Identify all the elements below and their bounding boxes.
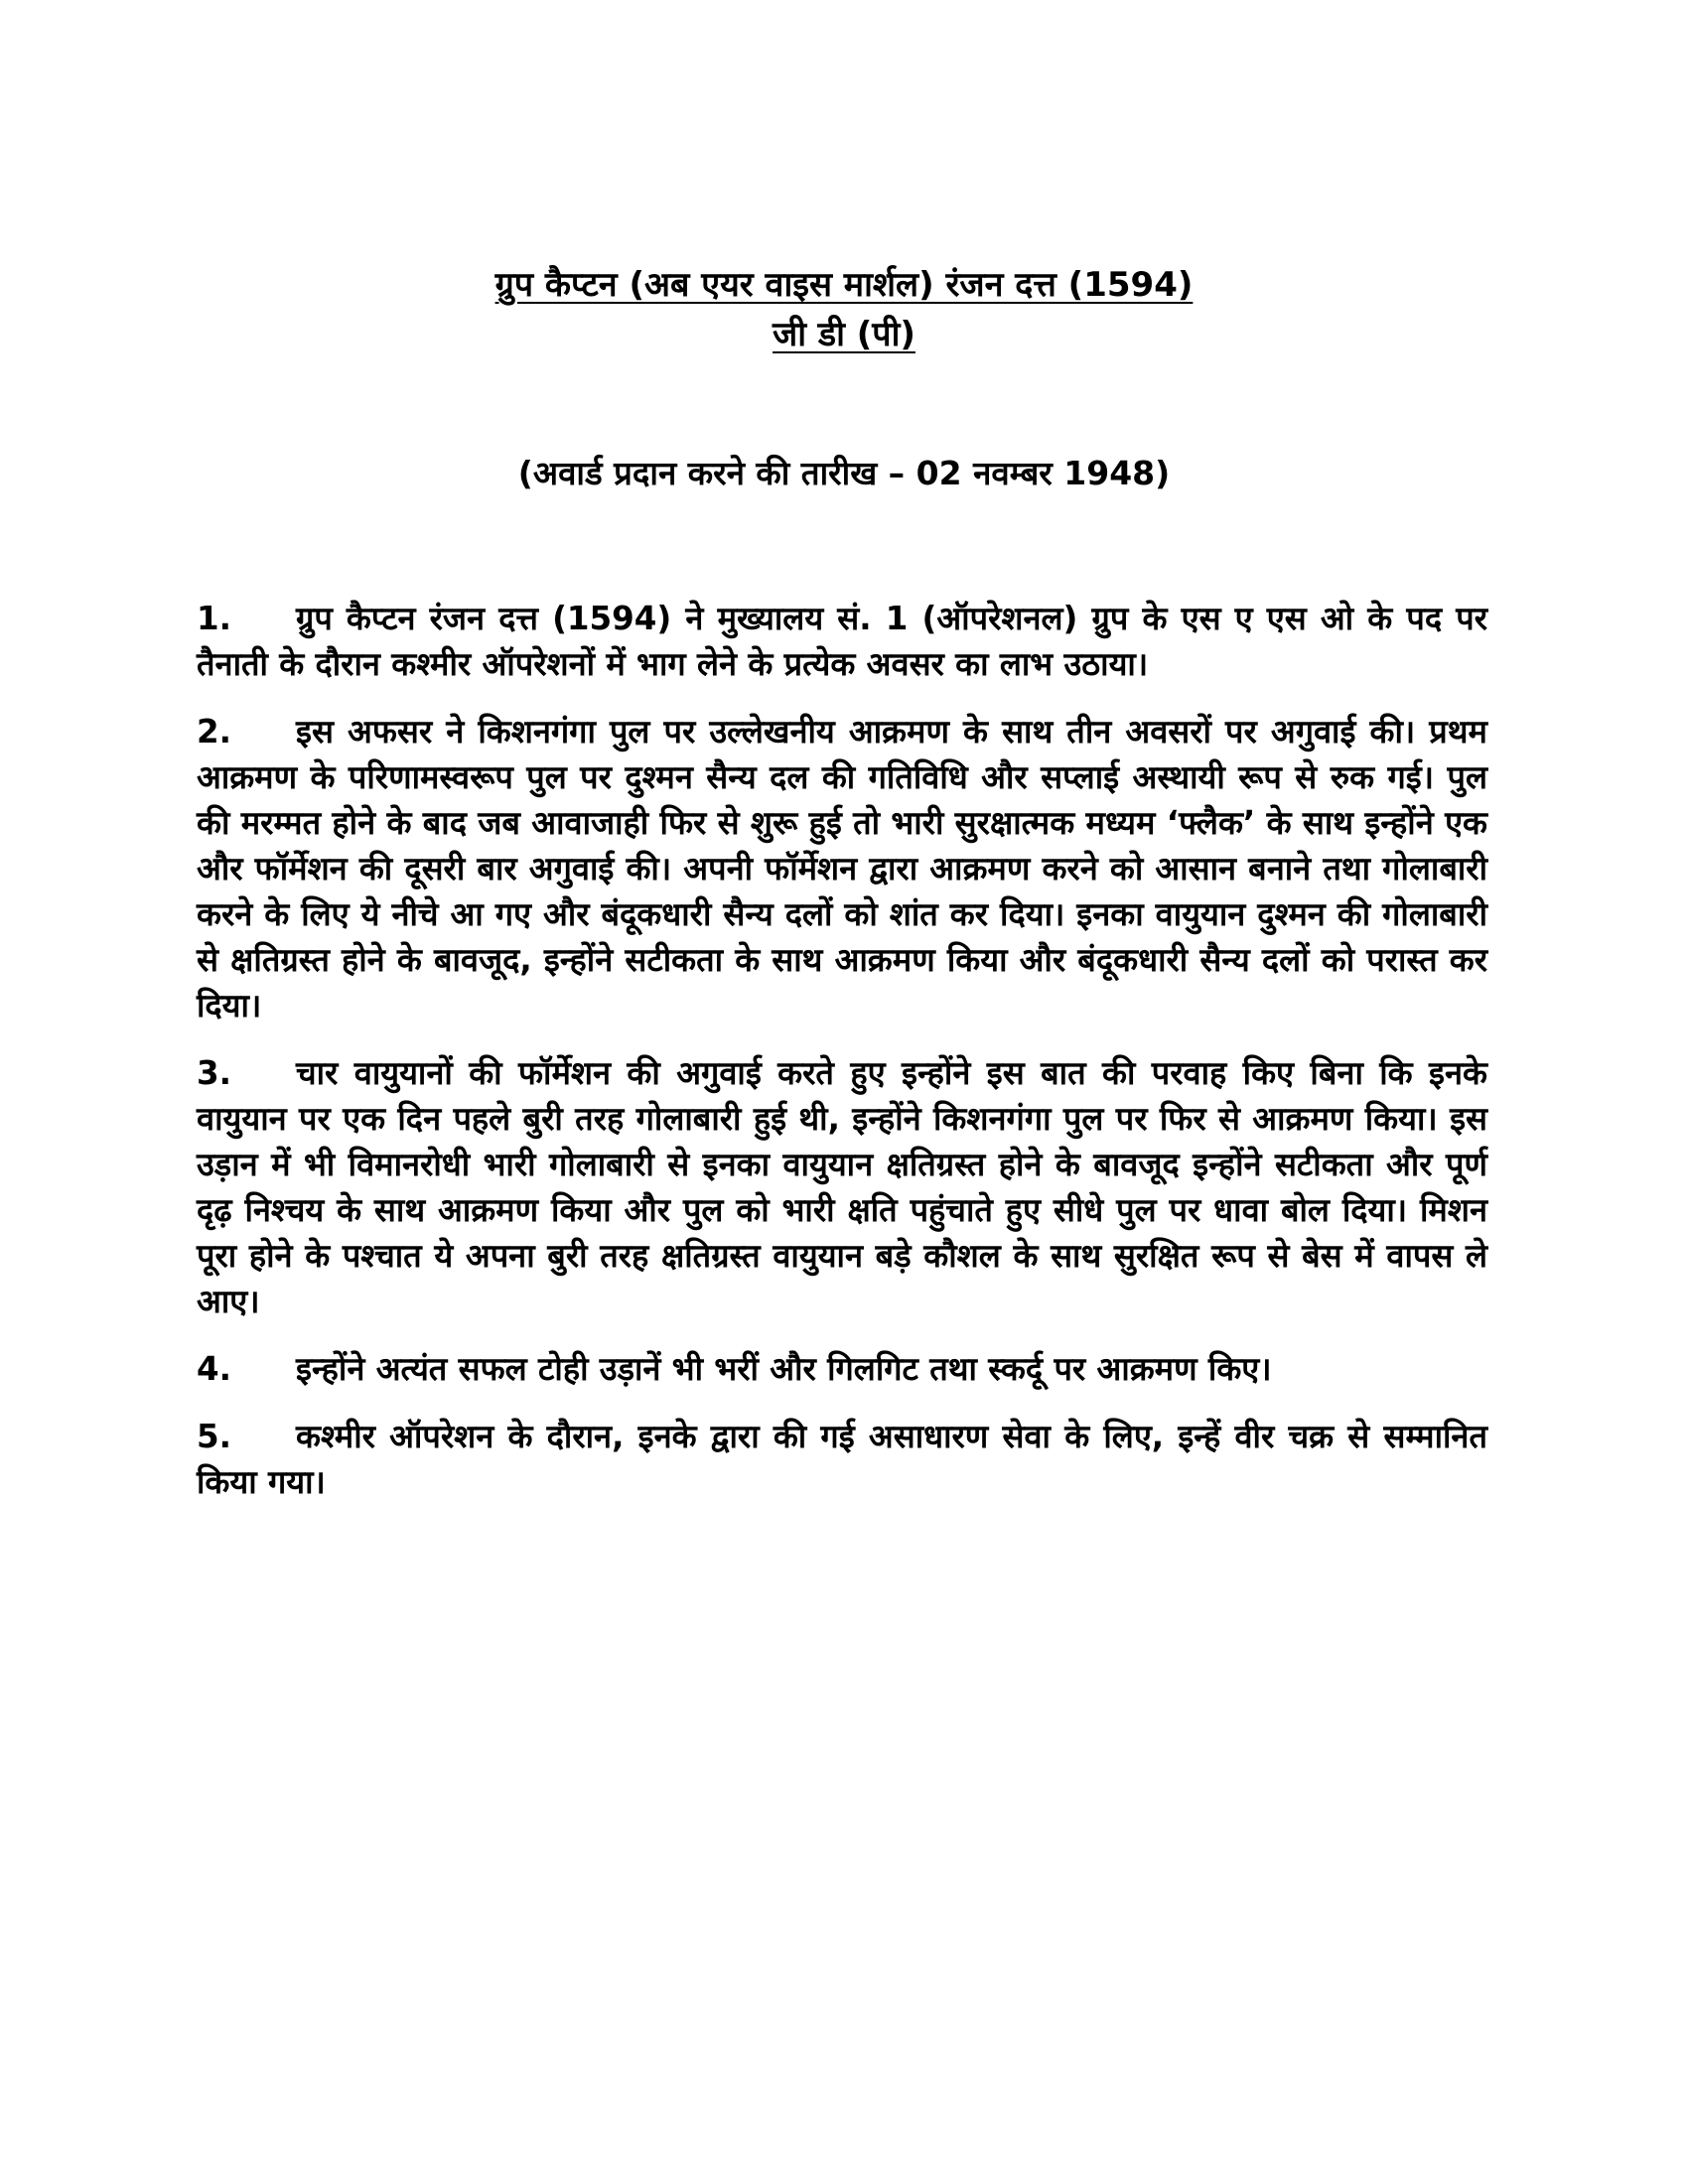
document-body [197, 596, 1487, 1527]
paragraph-2 [197, 709, 1487, 1028]
title-line-2: जी डी (पी) [773, 315, 915, 354]
document-title [298, 260, 1390, 359]
paragraph-3 [197, 1050, 1487, 1324]
paragraph-text: ग्रुप कैप्टन रंजन दत्त (1594) ने मुख्यालय सं. 1 (ऑपरेशनल) ग्रुप के एस ए एस ओ के पद पर तैनाती के दौरान कश्मीर ऑपरेशनों में भाग लेने के प्रत्येक अवसर का लाभ उठाया। [197, 600, 1487, 683]
paragraph-number: 3. [197, 1054, 231, 1092]
paragraph-text: चार वायुयानों की फॉर्मेशन की अगुवाई करते हुए इन्होंने इस बात की परवाह किए बिना कि इनके वायुयान पर एक दिन पहले बुरी तरह गोलाबारी हुई थी, इन्होंने किशनगंगा पुल पर फिर से आक्रमण किया। इस उड़ान में भी विमानरोधी भारी गोलाबारी से इनका वायुयान क्षतिग्रस्त होने के बावजूद इन्होंने सटीकता और पूर्ण दृढ़ निश्चय के साथ आक्रमण किया और पुल को भारी क्षति पहुंचाते हुए सीधे पुल पर धावा बोल दिया। मिशन पूरा होने के पश्चात ये अपना बुरी तरह क्षतिग्रस्त वायुयान बड़े कौशल के साथ सुरक्षित रूप से बेस में वापस ले आए। [197, 1054, 1487, 1320]
paragraph-number: 4. [197, 1350, 231, 1388]
paragraph-text: कश्मीर ऑपरेशन के दौरान, इनके द्वारा की गई असाधारण सेवा के लिए, इन्हें वीर चक्र से सम्मानित किया गया। [197, 1418, 1487, 1501]
paragraph-1 [197, 596, 1487, 687]
paragraph-5 [197, 1414, 1487, 1505]
paragraph-number: 5. [197, 1418, 231, 1455]
paragraph-number: 1. [197, 600, 231, 637]
award-date-line: (अवार्ड प्रदान करने की तारीख – 02 नवम्बर 1948) [517, 454, 1171, 492]
paragraph-text: इस अफसर ने किशनगंगा पुल पर उल्लेखनीय आक्रमण के साथ तीन अवसरों पर अगुवाई की। प्रथम आक्रमण के परिणामस्वरूप पुल पर दुश्मन सैन्य दल की गतिविधि और सप्लाई अस्थायी रूप से रुक गई। पुल की मरम्मत होने के बाद जब आवाजाही फिर से शुरू हुई तो भारी सुरक्षात्मक मध्यम ‘फ्लैक’ के साथ इन्होंने एक और फॉर्मेशन की दूसरी बार अगुवाई की। अपनी फॉर्मेशन द्वारा आक्रमण करने को आसान बनाने तथा गोलाबारी करने के लिए ये नीचे आ गए और बंदूकधारी सैन्य दलों को शांत कर दिया। इनका वायुयान दुश्मन की गोलाबारी से क्षतिग्रस्त होने के बावजूद, इन्होंने सटीकता के साथ आक्रमण किया और बंदूकधारी सैन्य दलों को परास्त कर दिया। [197, 713, 1487, 1024]
paragraph-number: 2. [197, 713, 231, 751]
paragraph-text: इन्होंने अत्यंत सफल टोही उड़ानें भी भरीं और गिलगिट तथा स्कर्दू पर आक्रमण किए। [296, 1350, 1272, 1388]
paragraph-4 [197, 1346, 1487, 1392]
title-line-1: ग्रुप कैप्टन (अब एयर वाइस मार्शल) रंजन दत्त (1594) [494, 265, 1194, 305]
